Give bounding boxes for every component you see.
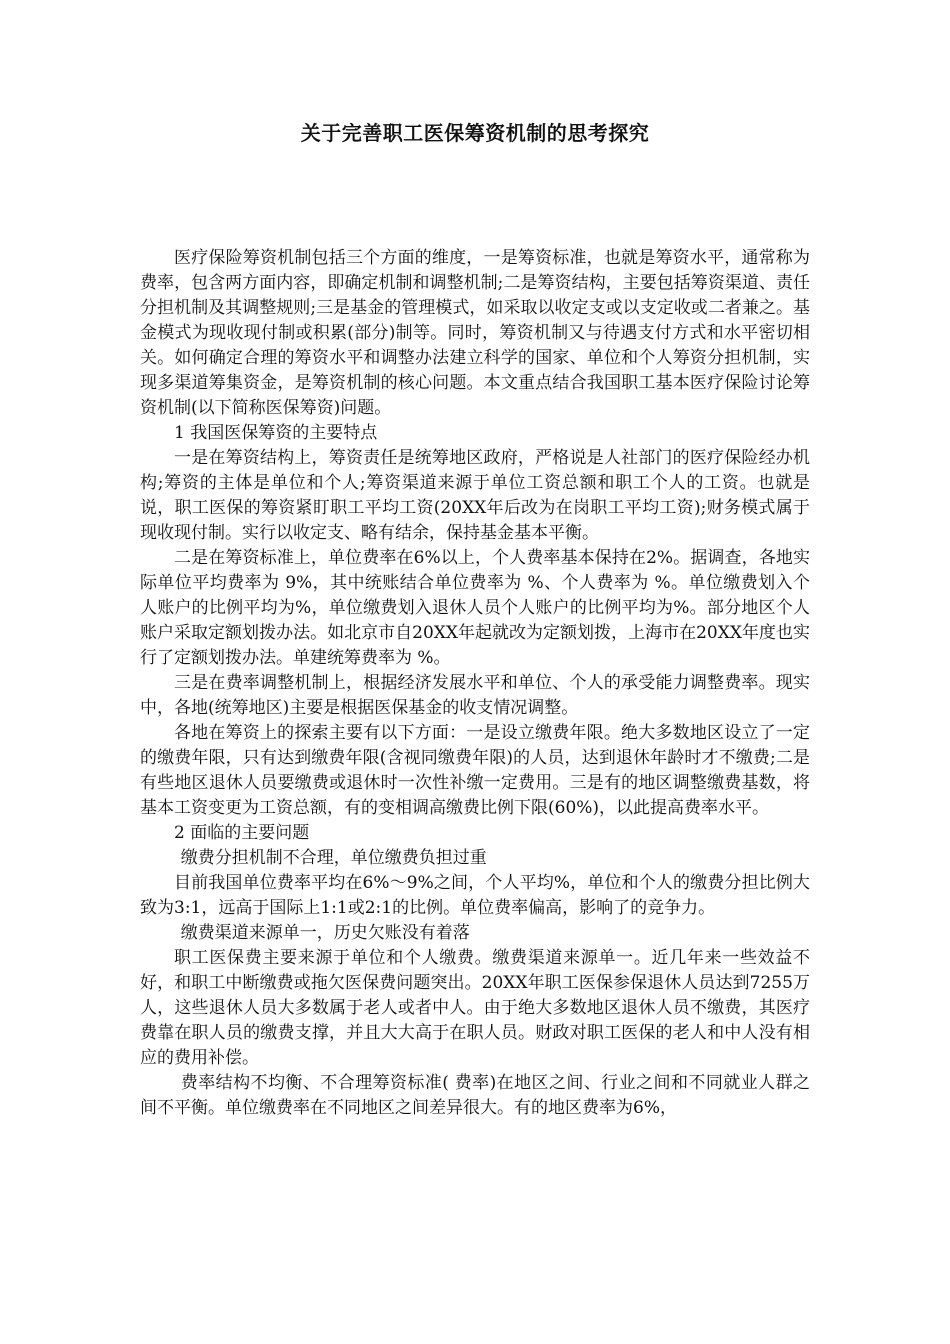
subsection-heading: 缴费渠道来源单一，历史欠账没有着落 <box>180 923 470 943</box>
document-body <box>140 246 810 1121</box>
subsection-heading: 费率结构不均衡、不合理筹资标准( 费率)在地区之间、行业之间和不同就业人群之间不平衡。单位缴费率在不同地区之间差异很大。有的地区费率为6%， <box>140 1073 810 1118</box>
subsection-heading: 缴费分担机制不合理，单位缴费负担过重 <box>180 848 487 868</box>
body-paragraph: 一是在筹资结构上，筹资责任是统筹地区政府，严格说是人社部门的医疗保险经办机构;筹资的主体是单位和个人;筹资渠道来源于单位工资总额和职工个人的工资。也就是说，职工医保的筹资紧盯职工平均工资(20XX年后改为在岗职工平均工资);财务模式属于现收现付制。实行以收定支、略有结余，保持基金基本平衡。 <box>140 448 810 543</box>
section-heading: 1 我国医保筹资的主要特点 <box>174 423 378 443</box>
document-title: 关于完善职工医保筹资机制的思考探究 <box>300 121 650 145</box>
body-paragraph: 医疗保险筹资机制包括三个方面的维度，一是筹资标准，也就是筹资水平，通常称为费率，包含两方面内容，即确定机制和调整机制;二是筹资结构，主要包括筹资渠道、责任分担机制及其调整规则;三是基金的管理模式，如采取以收定支或以支定收或二者兼之。基金模式为现收现付制或积累(部分)制等。同时，筹资机制又与待遇支付方式和水平密切相关。如何确定合理的筹资水平和调整办法建立科学的国家、单位和个人筹资分担机制，实现多渠道筹集资金，是筹资机制的核心问题。本文重点结合我国职工基本医疗保险讨论筹资机制(以下简称医保筹资)问题。 <box>140 248 810 418</box>
body-paragraph: 目前我国单位费率平均在6%～9%之间，个人平均%，单位和个人的缴费分担比例大致为3:1，远高于国际上1:1或2:1的比例。单位费率偏高，影响了的竞争力。 <box>140 873 810 918</box>
body-paragraph: 二是在筹资标准上，单位费率在6%以上，个人费率基本保持在2%。据调查，各地实际单位平均费率为 9%，其中统账结合单位费率为 %、个人费率为 %。单位缴费划入个人账户的比例平均为%，单位缴费划入退休人员个人账户的比例平均为%。部分地区个人账户采取定额划拨办法。如北京市自20XX年起就改为定额划拨，上海市在20XX年度也实行了定额划拨办法。单建统筹费率为 %。 <box>140 548 810 668</box>
body-paragraph: 各地在筹资上的探索主要有以下方面：一是设立缴费年限。绝大多数地区设立了一定的缴费年限，只有达到缴费年限(含视同缴费年限)的人员，达到退休年龄时才不缴费;二是有些地区退休人员要缴费或退休时一次性补缴一定费用。三是有的地区调整缴费基数，将基本工资变更为工资总额，有的变相调高缴费比例下限(60%)，以此提高费率水平。 <box>140 723 810 818</box>
section-heading: 2 面临的主要问题 <box>174 823 310 843</box>
body-paragraph: 职工医保费主要来源于单位和个人缴费。缴费渠道来源单一。近几年来一些效益不好，和职工中断缴费或拖欠医保费问题突出。20XX年职工医保参保退休人员达到7255万人，这些退休人员大多数属于老人或者中人。由于绝大多数地区退休人员不缴费，其医疗费靠在职人员的缴费支撑，并且大大高于在职人员。财政对职工医保的老人和中人没有相应的费用补偿。 <box>140 948 810 1068</box>
body-paragraph: 三是在费率调整机制上，根据经济发展水平和单位、个人的承受能力调整费率。现实中，各地(统筹地区)主要是根据医保基金的收支情况调整。 <box>140 673 810 718</box>
